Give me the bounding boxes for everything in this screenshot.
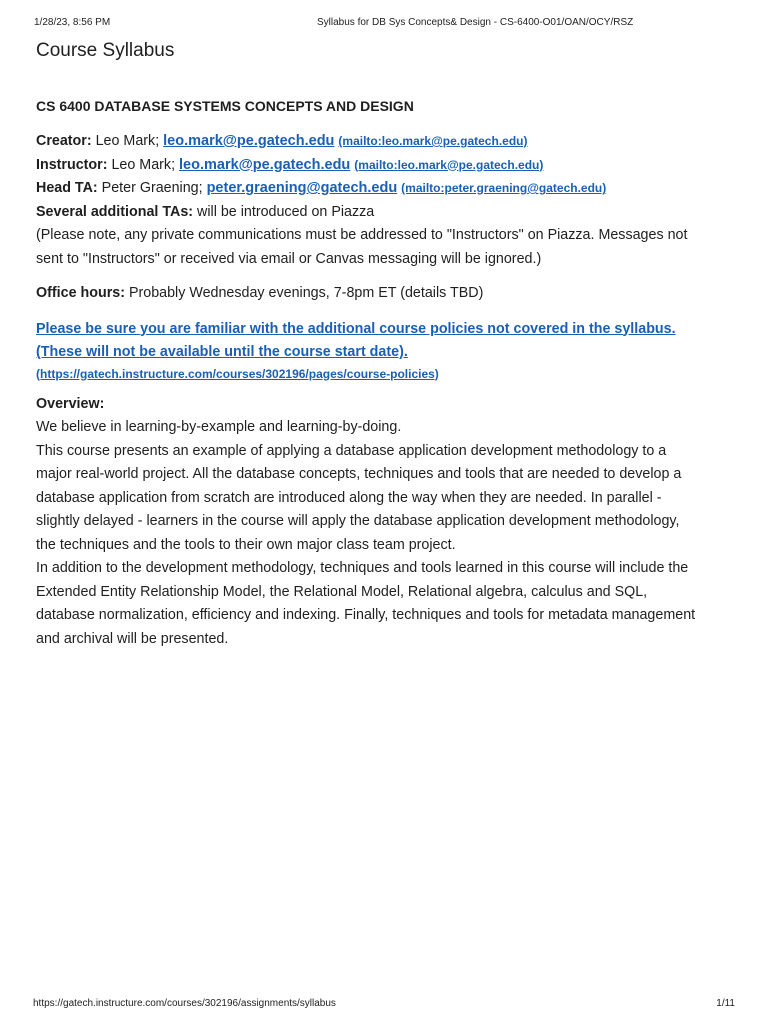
print-page-url: https://gatech.instructure.com/courses/302196/assignments/syllabus <box>33 998 336 1009</box>
course-policies-link-line-1[interactable]: Please be sure you are familiar with the additional course policies not covered in the syllabus. <box>36 320 676 337</box>
head-ta-name: Peter Graening; <box>97 180 207 196</box>
additional-tas-line <box>36 201 736 225</box>
additional-tas-text: will be introduced on Piazza <box>193 203 375 220</box>
instructor-email-link[interactable]: leo.mark@pe.gatech.edu <box>179 156 351 173</box>
office-hours-text: Probably Wednesday evenings, 7-8pm ET (details TBD) <box>124 285 484 301</box>
course-policies-url-link[interactable]: (https://gatech.instructure.com/courses/302196/pages/course-policies) <box>36 366 439 381</box>
office-hours-line <box>36 282 736 306</box>
head-ta-email-link[interactable]: peter.graening@gatech.edu <box>206 180 398 196</box>
course-policies-link-line-2[interactable]: (These will not be available until the course start date). <box>36 344 408 360</box>
overview-heading: Overview: <box>36 395 105 412</box>
overview-line: database application from scratch are introduced along the way when they are needed. In parallel - <box>36 489 662 506</box>
creator-label: Creator: <box>36 133 92 149</box>
creator-mailto-link[interactable]: (mailto:leo.mark@pe.gatech.edu) <box>338 134 528 148</box>
overview-line: This course presents an example of applying a database application development methodology to a <box>36 442 667 459</box>
office-hours-label: Office hours: <box>36 285 125 301</box>
print-page-number: 1/11 <box>716 998 735 1009</box>
overview-line: We believe in learning-by-example and learning-by-doing. <box>36 419 402 435</box>
print-page-title: Syllabus for DB Sys Concepts& Design - CS-6400-O01/OAN/OCY/RSZ <box>317 17 634 28</box>
overview-line: database normalization, efficiency and indexing. Finally, techniques and tools for metadata management <box>36 607 696 623</box>
syllabus-content <box>36 40 736 651</box>
creator-line <box>36 130 736 154</box>
overview-line: slightly delayed - learners in the course will apply the database application development methodology, <box>36 513 680 529</box>
print-datetime: 1/28/23, 8:56 PM <box>34 17 111 28</box>
communication-note-line-2: sent to "Instructors" or received via email or Canvas messaging will be ignored.) <box>36 250 542 267</box>
instructor-line <box>36 154 736 178</box>
overview-line: major real-world project. All the database concepts, techniques and tools that are needed to develop a <box>36 466 682 482</box>
instructor-label: Instructor: <box>36 156 108 173</box>
course-policies-notice <box>36 318 736 383</box>
communication-note-line-1: (Please note, any private communications must be addressed to "Instructors" on Piazza. Messages not <box>36 227 688 243</box>
creator-name: Leo Mark; <box>91 133 164 149</box>
head-ta-mailto-link[interactable]: (mailto:peter.graening@gatech.edu) <box>401 181 607 195</box>
head-ta-label: Head TA: <box>36 180 98 196</box>
instructor-mailto-link[interactable]: (mailto:leo.mark@pe.gatech.edu) <box>354 157 544 172</box>
overview-line: and archival will be presented. <box>36 630 229 647</box>
instructor-name: Leo Mark; <box>107 156 180 173</box>
overview-line: In addition to the development methodology, techniques and tools learned in this course will include the <box>36 560 689 576</box>
overview-line: the techniques and the tools to their own major class team project. <box>36 536 456 553</box>
overview-line: Extended Entity Relationship Model, the Relational Model, Relational algebra, calculus and SQL, <box>36 583 648 600</box>
page-title: Course Syllabus <box>36 40 175 61</box>
creator-email-link[interactable]: leo.mark@pe.gatech.edu <box>163 133 335 149</box>
additional-tas-label: Several additional TAs: <box>36 203 194 220</box>
head-ta-line <box>36 177 736 201</box>
course-heading: CS 6400 DATABASE SYSTEMS CONCEPTS AND DESIGN <box>36 98 414 114</box>
overview-text <box>36 416 736 651</box>
